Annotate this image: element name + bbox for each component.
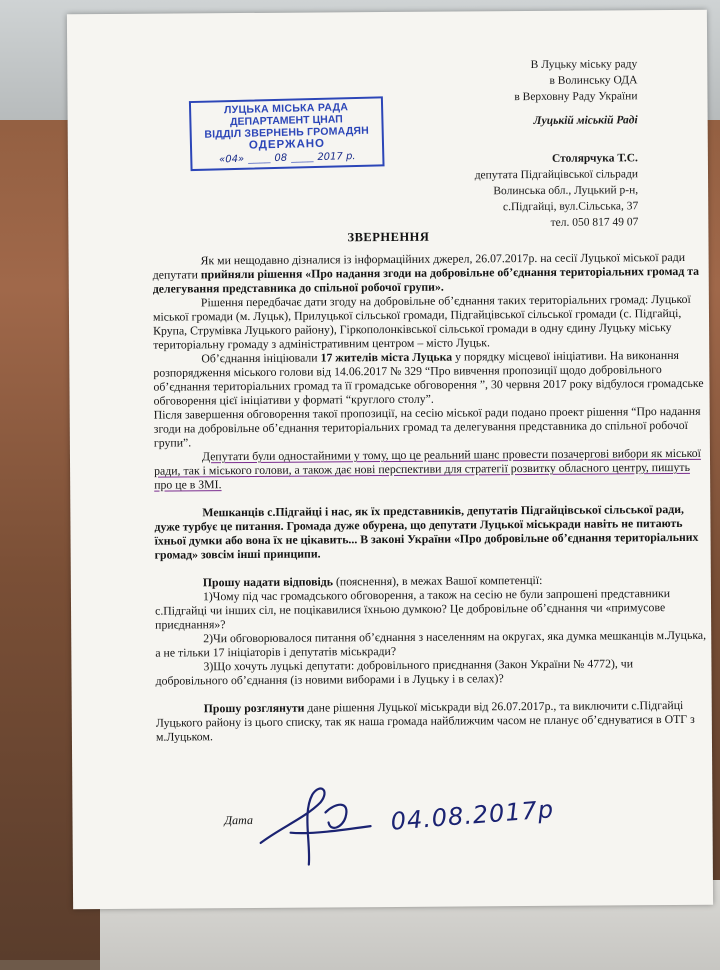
sender-street: с.Підгайці, вул.Сільська, 37 xyxy=(502,200,639,214)
addressee-line: в Волинську ОДА xyxy=(549,74,638,87)
stamp-received: ОДЕРЖАНО xyxy=(248,137,326,152)
document-body xyxy=(153,250,708,744)
request-bold: Прошу надати відповідь xyxy=(202,574,334,590)
signature xyxy=(250,772,391,873)
paragraph-1-text: Як ми нещодавно дізналися із інформаційних джерел, 26.07.2017р. на сесії Луцької міської ради депутати xyxy=(152,249,686,282)
paragraph-2: Рішення передбачає дати згоду на добровільне об’єднання таких територіальних громад: Луцької міської громади (м. Луцьк), Прилуцької сільської громади, Підгайцівської сільської громади (с. Підгайці, Крупа, Струмівка Луцького району), Гіркополонківської сільської громади в одну єдину Луцьку міську територіальну громаду з адміністративним центром – місто Луцьк. xyxy=(152,291,691,352)
closing-paragraph xyxy=(156,698,708,744)
stamp-line: ДЕПАРТАМЕНТ ЦНАП xyxy=(229,113,343,129)
sender-block xyxy=(358,150,639,232)
paragraph-3-bold: 17 жителів міста Луцька xyxy=(320,349,453,365)
sender-phone: тел. 050 817 49 07 xyxy=(550,216,639,229)
paragraph-1 xyxy=(153,250,705,296)
stamp-line: ВІДДІЛ ЗВЕРНЕНЬ ГРОМАДЯН xyxy=(204,124,370,141)
question-1: 1)Чому під час громадського обговорення, а також на сесію не були запрошені представники с.Підгайці чи інших сіл, не поцікавилися їхньою думкою? Це добровільне об’єднання чи «примусове приєднання»? xyxy=(155,586,671,632)
closing-bold: Прошу розглянути xyxy=(203,700,305,716)
question-2: 2)Чи обговорювалося питання об’єднання з населенням на округах, яка думка мешканців м.Луцька, а не тільки 17 ініціаторів і депутатів міськради? xyxy=(155,627,707,660)
stamp-year: 2017 р. xyxy=(317,151,356,163)
addressee-line: в Верховну Раду України xyxy=(514,90,638,104)
addressee-block xyxy=(377,56,637,130)
stamp-day: «04» xyxy=(218,153,245,166)
paragraph-3-text: Об’єднання ініціювали xyxy=(201,350,321,366)
stamp-dash: ____ xyxy=(248,153,271,165)
paragraph-3 xyxy=(153,348,705,408)
handwritten-date: 04.08.2017р xyxy=(389,795,555,836)
question-3: 3)Що хочуть луцькі депутати: добровільного приєднання (Закон України № 4772), чи добровільного об’єднання (із новими виборами і в Луцьку і в селах)? xyxy=(155,656,634,688)
stamp-month: 08 xyxy=(274,152,288,165)
document-title: ЗВЕРНЕННЯ xyxy=(347,229,430,245)
addressee-main: Луцькій міській Раді xyxy=(533,114,638,127)
stamp-dash: ____ xyxy=(291,152,314,164)
sender-name: Столярчука Т.С. xyxy=(551,152,638,165)
document-sheet xyxy=(67,10,713,909)
paragraph-6: Мешканців с.Підгайці і нас, як їх представників, депутатів Підгайцівської сільської ради, дуже турбує це питання. Громада дуже обурена, що депутати Луцької міськради навіть не питають їхньої думки або вона їх не цікавить... В законі України «Про добровільне об’єднання територіальних громад» зовсім інші принципи. xyxy=(154,501,699,562)
addressee-line: В Луцьку міську раду xyxy=(530,58,638,72)
closing-text: дане рішення Луцької міськради від 26.07.2017р., та виключити с.Підгайці Луцького району із цього списку, так як наша громада найближчим часом не планує об’єднуватися в ОТГ з м.Луцьком. xyxy=(155,697,695,744)
paragraph-1-bold: прийняли рішення «Про надання згоди на добровільне об’єднання територіальних громад та делегування представника до спільної робочої групи». xyxy=(152,263,700,296)
paragraph-3-rest: у порядку місцевої ініціативи. На виконання розпорядження міського голови від 14.06.2017 № 329 “Про вивчення пропозиції щодо добровільного об’єднання територіальних громад та її громадське обговорення ”, 30 червня 2017 року відбулося громадське обговорення цієї ініціативи у форматі “круглого столу”. xyxy=(153,347,704,408)
request-text: (пояснення), в межах Вашої компетенції: xyxy=(332,572,543,589)
paragraph-5-underlined: Депутати були одностайними у тому, що це реальний шанс провести позачергові вибори як міської ради, так і міського голови, а також дає нові перспективи для стратегії розвитку обласного центру, пишуть про це в ЗМІ. xyxy=(154,445,701,492)
paragraph-4: Після завершення обговорення такої пропозиції, на сесію міської ради подано проект рішення “Про надання згоди на добровільне об’єднання територіальних громад та делегування представника до спільної робочої групи”. xyxy=(153,403,701,450)
registration-stamp xyxy=(189,96,385,171)
stamp-line: ЛУЦЬКА МІСЬКА РАДА xyxy=(223,101,349,117)
sender-region: Волинська обл., Луцький р-н, xyxy=(493,184,639,198)
sender-role: депутата Підгайцівської сільради xyxy=(474,168,639,182)
date-label: Дата xyxy=(224,812,254,828)
